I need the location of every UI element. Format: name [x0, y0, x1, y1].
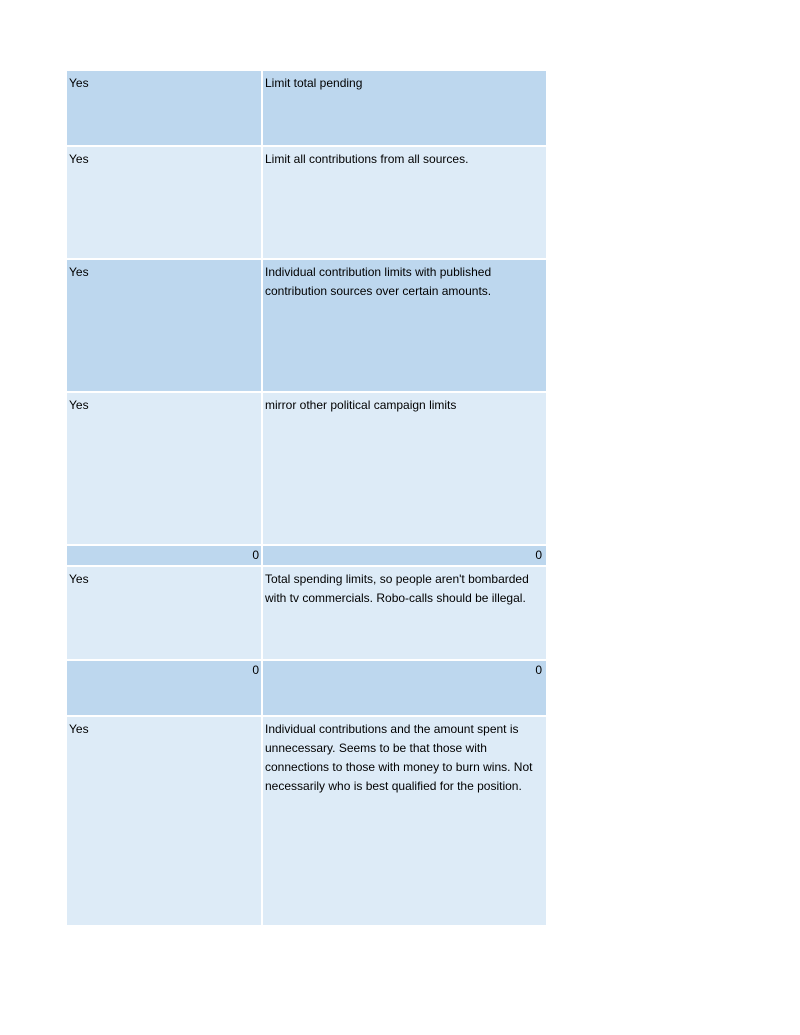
- table-row: [67, 393, 546, 546]
- comment-cell: Limit all contributions from all sources.: [263, 147, 546, 260]
- spreadsheet-table: [67, 71, 546, 925]
- comment-cell: Total spending limits, so people aren't bombarded with tv commercials. Robo-calls should be illegal.: [263, 567, 546, 661]
- comment-cell: mirror other political campaign limits: [263, 393, 546, 546]
- numeric-cell: 0: [263, 661, 546, 717]
- table-row: [67, 661, 546, 717]
- answer-cell: Yes: [67, 147, 263, 260]
- answer-cell: Yes: [67, 393, 263, 546]
- comment-cell: Individual contribution limits with published contribution sources over certain amounts.: [263, 260, 546, 393]
- comment-cell: Limit total pending: [263, 71, 546, 147]
- answer-cell: Yes: [67, 260, 263, 393]
- numeric-cell: 0: [67, 661, 263, 717]
- comment-cell: Individual contributions and the amount spent is unnecessary. Seems to be that those with connections to those with money to burn wins. Not necessarily who is best qualified for the position.: [263, 717, 546, 925]
- answer-cell: Yes: [67, 717, 263, 925]
- table-row: [67, 546, 546, 567]
- numeric-cell: 0: [263, 546, 546, 567]
- numeric-cell: 0: [67, 546, 263, 567]
- answer-cell: Yes: [67, 71, 263, 147]
- table-row: [67, 717, 546, 925]
- table-row: [67, 71, 546, 147]
- answer-cell: Yes: [67, 567, 263, 661]
- table-row: [67, 147, 546, 260]
- table-row: [67, 567, 546, 661]
- table-row: [67, 260, 546, 393]
